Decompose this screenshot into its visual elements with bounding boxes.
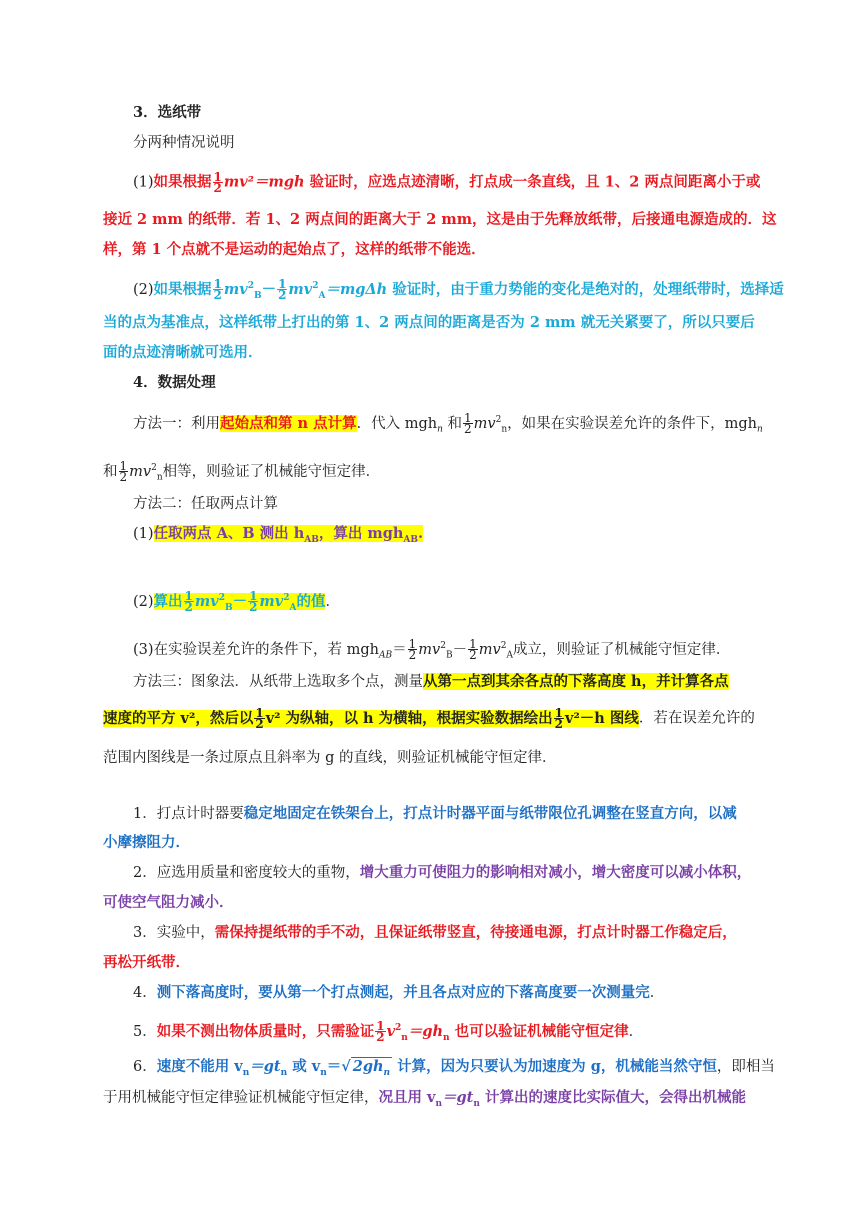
note-3-line2: 再松开纸带． <box>103 954 190 971</box>
case1-line1: (1)如果根据 $\frac{1}{2}$ mv²＝mgh 验证时，应选点迹清晰，打点成一条直线，且 1、2 两点间距离小于或 <box>133 170 761 195</box>
note-1-line2: 小摩擦阻力． <box>103 834 190 851</box>
section-3-subtitle: 分两种情况说明 <box>133 135 235 151</box>
note-4: 4．测下落高度时，要从第一个打点测起，并且各点对应的下落高度要一次测量完． <box>133 984 665 1001</box>
note-6-line2: 于用机械能守恒定律验证机械能守恒定律，况且用 $v_n=gt_n$ 计算出的速度比实际值大，会得出机械能 <box>103 1089 746 1109</box>
method2-step1: (1)任取两点 A、B 测出 $h_{AB}$，算出 mgh$_{AB}$. <box>133 525 424 545</box>
method1-line1: 方法一：利用起始点和第 n 点计算．代入 mgh$_n$ 和 $\frac{1}{2}$ $mv^2_n$，如果在实验误差允许的条件下，mgh$_n$ <box>133 411 763 437</box>
method2-step2: (2)算出 $\frac{1}{2}$ $mv^2_B-$ $\frac{1}{2}$ $mv^2_A$的值． <box>133 589 340 615</box>
note-6-line1: 6．速度不能用 $v_n=gt_n$ 或 $v_n=√$ $2gh_n$ 计算，因为只要认为加速度为 g，机械能当然守恒，即相当 <box>133 1058 775 1078</box>
note-2-line2: 可使空气阻力减小． <box>103 894 234 911</box>
method3-line3: 范围内图线是一条过原点且斜率为 g 的直线，则验证机械能守恒定律． <box>103 750 557 766</box>
note-2-line1: 2．应选用质量和密度较大的重物，增大重力可使阻力的影响相对减小，增大密度可以减小体积， <box>133 864 752 881</box>
section-4-heading: 4．数据处理 <box>133 374 216 391</box>
case2-line3: 面的点迹清晰就可选用． <box>103 344 263 361</box>
method2-step3: (3)在实验误差允许的条件下，若 mgh$_{AB}$＝ $\frac{1}{2}$ $mv^2_B-$ $\frac{1}{2}$ $mv^2_A$成立，则验证了机械能守恒定律． <box>133 637 731 663</box>
note-1-line1: 1．打点计时器要稳定地固定在铁架台上，打点计时器平面与纸带限位孔调整在竖直方向，以减 <box>133 805 737 822</box>
section-3-heading: 3．选纸带 <box>133 104 202 121</box>
case1-line3: 样，第 1 个点就不是运动的起始点了，这样的纸带不能选． <box>103 241 486 258</box>
case2-line2: 当的点为基准点，这样纸带上打出的第 1、2 两点间的距离是否为 2 mm 就无关紧要了，所以只要后 <box>103 314 755 331</box>
method3-line1: 方法三：图象法．从纸带上选取多个点，测量从第一点到其余各点的下落高度 h，并计算各点 <box>133 673 729 690</box>
method3-line2: 速度的平方 v²，然后以 $\frac{1}{2}$ v² 为纵轴，以 h 为横轴，根据实验数据绘出 $\frac{1}{2}$ v²－h 图线．若在误差允许的 <box>103 706 755 731</box>
method2-title: 方法二：任取两点计算 <box>133 496 278 512</box>
method1-line2: 和 $\frac{1}{2}$ $mv^2_n$相等，则验证了机械能守恒定律． <box>103 459 381 485</box>
note-3-line1: 3．实验中，需保持提纸带的手不动，且保证纸带竖直，待接通电源，打点计时器工作稳定后， <box>133 924 737 941</box>
case2-line1: (2)如果根据 $\frac{1}{2}$ $mv^2_B-$ $\frac{1}{2}$ $mv^2_A=mg\Delta h$ 验证时，由于重力势能的变化是绝对的，处理纸带时，选择适 <box>133 277 784 303</box>
case1-line2: 接近 2 mm 的纸带．若 1、2 两点间的距离大于 2 mm，这是由于先释放纸带，后接通电源造成的．这 <box>103 211 777 228</box>
note-5: 5．如果不测出物体质量时，只需验证 $\frac{1}{2}$ $v^2_n=gh_n$ 也可以验证机械能守恒定律． <box>133 1019 644 1045</box>
